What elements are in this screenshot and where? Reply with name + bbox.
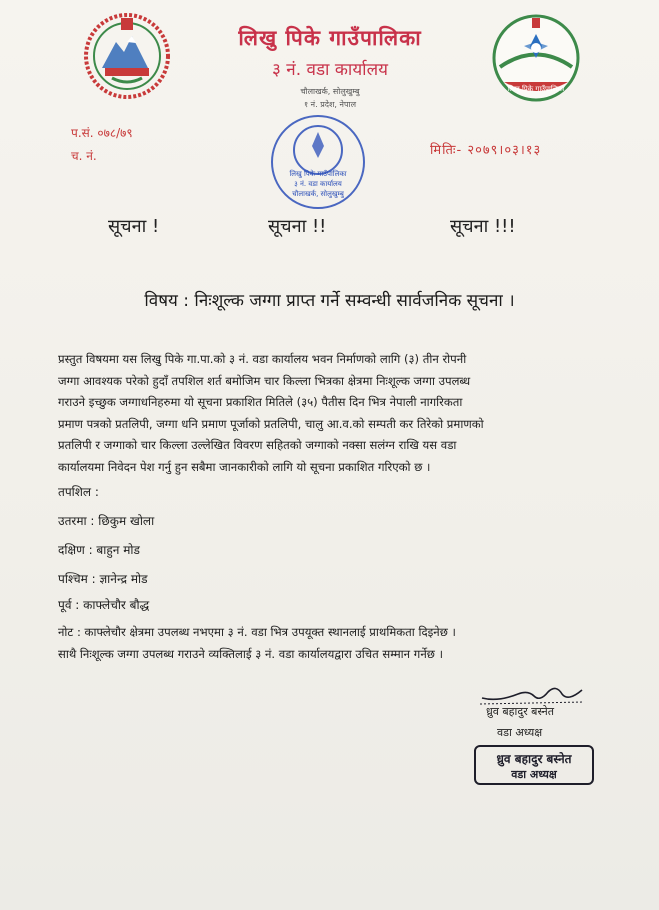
stamp-line-3: चौलाखर्क, सोलुखुम्बु <box>292 190 344 198</box>
body-paragraph <box>58 349 618 479</box>
address-line-1: चौलाखर्क, सोलुखुम्बु <box>300 87 360 96</box>
dispatch-number: च. नं. <box>71 149 97 163</box>
letter-number: प.सं. ०७८/७९ <box>71 126 133 140</box>
municipality-logo <box>490 12 582 104</box>
notice-heading-1: सूचना ! <box>108 216 160 237</box>
body-line: कार्यालयमा निवेदन पेश गर्नु हुन सबैमा जानकारीको लागि यो सूचना प्रकाशित गरिएको छ । <box>58 459 431 474</box>
boundary-east: पूर्व : काफ्लेचौर बौद्ध <box>58 598 150 612</box>
boundary-west: पश्चिम : ज्ञानेन्द्र मोड <box>58 572 148 586</box>
name-stamp <box>474 745 594 785</box>
address-line-2: १ नं. प्रदेश, नेपाल <box>303 100 357 109</box>
boundary-south: दक्षिण : बाहुन मोड <box>58 543 140 557</box>
details-heading: तपशिल : <box>58 485 99 499</box>
body-line: प्रस्तुत विषयमा यस लिखु पिके गा.पा.को ३ नं. वडा कार्यालय भवन निर्माणको लागि (३) तीन रोपनी <box>58 352 467 366</box>
note-line: साथै निःशूल्क जग्गा उपलब्ध गराउने व्यक्तिलाई ३ नं. वडा कार्यालयद्वारा उचित सम्मान गर्नेछ । <box>58 646 443 661</box>
name-stamp-name: ध्रुव बहादुर बस्नेत <box>496 752 572 766</box>
stamp-line-2: ३ नं. वडा कार्यालय <box>294 180 342 188</box>
body-line: प्रमाण पत्रको प्रतलिपी, जग्गा धनि प्रमाण पूर्जाको प्रतलिपी, चालु आ.व.को सम्पती कर तिरेको प्रमाणको <box>58 416 484 431</box>
ward-office-name: ३ नं. वडा कार्यालय <box>272 60 388 80</box>
boundary-north: उतरमा : छिकुम खोला <box>58 514 155 528</box>
body-line: प्रतलिपी र जग्गाको चार किल्ला उल्लेखित विवरण सहितको जग्गाको नक्सा सलंग्न राखि यस वडा <box>58 438 457 453</box>
name-stamp-role: वडा अध्यक्ष <box>511 768 557 781</box>
subject-line: विषय : निःशूल्क जग्गा प्राप्त गर्ने सम्वन्धी सार्वजनिक सूचना । <box>144 291 515 311</box>
stamp-line-1: लिखु पिके गाउँपालिका <box>289 170 347 178</box>
note-line: नोट : काफ्लेचौर क्षेत्रमा उपलब्ध नभएमा ३ नं. वडा भित्र उपयूक्त स्थानलाई प्राथमिकता दिइनेछ । <box>58 625 456 639</box>
office-name: लिखु पिके गाउँपालिका <box>238 26 422 50</box>
notice-heading-2: सूचना !! <box>268 216 327 237</box>
logo-caption: लिखु पिके गाउँपालिका <box>507 85 565 93</box>
letter-date: मितिः- २०७९।०३।१३ <box>430 143 542 158</box>
notice-heading-3: सूचना !!! <box>450 216 516 237</box>
note-section <box>58 622 618 665</box>
body-line: गराउने इच्छुक जग्गाधनिहरुमा यो सूचना प्रकाशित मितिले (३५) पैतीस दिन भित्र नेपाली नागरिकता <box>58 395 463 410</box>
nepal-emblem-logo <box>82 12 172 100</box>
signer-name: ध्रुव बहादुर बस्नेत <box>486 705 555 718</box>
body-line: जग्गा आवश्यक परेको हुदाँ तपशिल शर्त बमोजिम चार किल्ला भित्रका क्षेत्रमा निःशूल्क जग्गा उपलब्ध <box>58 373 471 388</box>
office-stamp <box>268 112 368 212</box>
signer-role: वडा अध्यक्ष <box>497 726 543 739</box>
